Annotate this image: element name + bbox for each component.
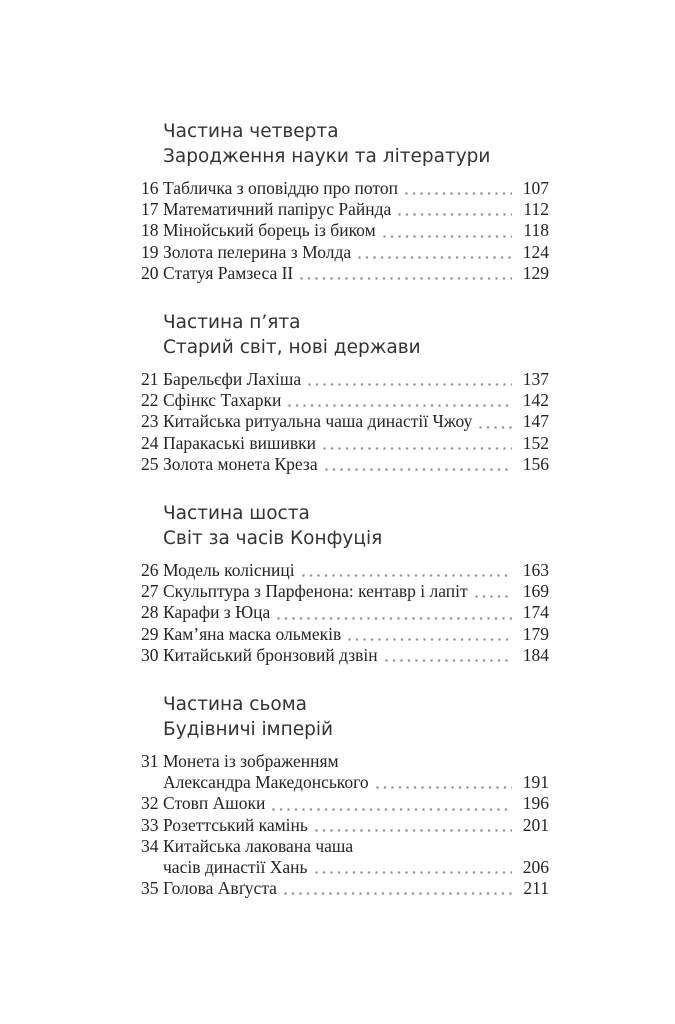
entry-line [163, 581, 549, 602]
entry-line [163, 624, 549, 645]
toc-entry [141, 220, 549, 241]
table-of-contents [141, 119, 549, 899]
part-subtitle: Будівничі імперій [163, 719, 334, 741]
entry-line [163, 369, 549, 390]
part-title: Частина п’ята [163, 312, 301, 334]
entry-page-number: 112 [523, 199, 549, 220]
toc-entry [141, 560, 549, 581]
entry-page-number: 169 [522, 581, 549, 602]
entry-body [163, 624, 549, 645]
toc-entry [141, 199, 549, 220]
entry-body [163, 878, 549, 899]
toc-entries [141, 369, 549, 475]
entry-line [163, 178, 549, 199]
entry-title: Паракаські вишивки [163, 432, 317, 453]
entry-number: 32 [141, 793, 159, 814]
entry-title: часів династії Хань [163, 857, 308, 878]
dot-leader [323, 447, 512, 450]
entry-line [163, 220, 549, 241]
toc-entries [141, 751, 549, 899]
entry-title: Скульптура з Парфенона: кентавр і лапіт [163, 581, 468, 602]
entry-number: 16 [141, 178, 159, 198]
toc-section [141, 310, 549, 475]
entry-number: 18 [141, 220, 159, 241]
entry-number: 21 [141, 369, 159, 390]
entry-page-number: 174 [522, 602, 549, 623]
toc-entry [141, 581, 549, 602]
entry-page-number: 156 [522, 453, 549, 474]
entry-line [163, 836, 549, 857]
entry-title: Китайська лакована чаша [163, 835, 354, 856]
entry-line [163, 454, 549, 475]
toc-entry [141, 815, 549, 836]
entry-title: Розеттський камінь [163, 814, 308, 835]
entry-number: 28 [141, 602, 159, 623]
section-heading [163, 310, 549, 360]
entry-line [163, 263, 549, 284]
entry-page-number: 211 [523, 878, 549, 899]
entry-number: 23 [141, 411, 159, 432]
entry-line [163, 602, 549, 623]
toc-entry [141, 433, 549, 454]
dot-leader [479, 426, 512, 429]
entry-title: Александра Македонського [163, 772, 369, 793]
entry-body [163, 815, 549, 836]
dot-leader [308, 383, 512, 386]
part-subtitle: Зародження науки та літератури [163, 146, 491, 167]
dot-leader [272, 808, 512, 811]
entry-line [163, 645, 549, 666]
dot-leader [288, 404, 512, 407]
dot-leader [300, 277, 512, 280]
section-heading [163, 119, 549, 169]
entry-page-number: 201 [522, 814, 549, 835]
entry-number: 27 [141, 581, 159, 602]
entry-line [163, 815, 549, 836]
part-title: Частина четверта [163, 121, 339, 142]
entry-line [163, 793, 549, 814]
dot-leader [385, 659, 512, 662]
dot-leader [376, 786, 512, 789]
entry-body [163, 645, 549, 666]
entry-title: Золота монета Креза [163, 453, 318, 474]
section-heading [163, 692, 549, 742]
entry-number: 19 [141, 241, 159, 262]
entry-body [163, 263, 549, 284]
entry-page-number: 179 [522, 623, 549, 644]
entry-line [163, 751, 549, 772]
entry-title: Китайська ритуальна чаша династії Чжоу [163, 411, 473, 432]
dot-leader [405, 192, 512, 195]
entry-body [163, 369, 549, 390]
entry-body [163, 560, 549, 581]
entry-number: 31 [141, 751, 159, 772]
toc-section [141, 692, 549, 899]
entry-body [163, 433, 549, 454]
entry-title: Китайський бронзовий дзвін [163, 644, 378, 665]
dot-leader [475, 595, 512, 598]
entry-body [163, 178, 549, 199]
entry-line [163, 857, 549, 878]
toc-entry [141, 369, 549, 390]
toc-entry [141, 624, 549, 645]
toc-entry [141, 178, 549, 199]
dot-leader [358, 256, 512, 259]
toc-entry [141, 242, 549, 263]
entry-body [163, 220, 549, 241]
entry-page-number: 206 [522, 857, 549, 878]
entry-body [163, 454, 549, 475]
entry-number: 33 [141, 814, 159, 835]
entry-title: Стовп Ашоки [163, 793, 266, 814]
entry-page-number: 142 [522, 390, 549, 411]
entry-page-number: 107 [522, 178, 549, 198]
entry-title: Математичний папірус Райнда [163, 199, 392, 220]
part-title: Частина шоста [163, 503, 310, 525]
entry-page-number: 191 [522, 772, 549, 793]
toc-entries [141, 560, 549, 666]
entry-title: Статуя Рамзеса II [163, 262, 294, 283]
entry-line [163, 433, 549, 454]
entry-body [163, 751, 549, 793]
entry-line [163, 242, 549, 263]
entry-title: Модель колісниці [163, 560, 295, 581]
entry-title: Кам’яна маска ольмеків [163, 623, 342, 644]
entry-title: Сфінкс Тахарки [163, 390, 282, 411]
entry-page-number: 129 [522, 262, 549, 283]
toc-entry [141, 263, 549, 284]
toc-entry [141, 645, 549, 666]
entry-title: Табличка з оповіддю про потоп [163, 178, 398, 198]
entry-number: 29 [141, 623, 159, 644]
entry-number: 26 [141, 560, 159, 581]
toc-section [141, 119, 549, 284]
entry-title: Золота пелерина з Молда [163, 241, 352, 262]
part-subtitle: Старий світ, нові держави [163, 337, 421, 359]
entry-line [163, 560, 549, 581]
toc-entry [141, 793, 549, 814]
entry-title: Голова Авґуста [163, 878, 277, 899]
entry-line [163, 411, 549, 432]
toc-entry [141, 411, 549, 432]
dot-leader [383, 235, 512, 238]
toc-section [141, 501, 549, 666]
entry-title: Монета із зображенням [163, 751, 339, 772]
entry-body [163, 390, 549, 411]
entry-body [163, 411, 549, 432]
dot-leader [277, 617, 512, 620]
entry-number: 34 [141, 835, 159, 856]
part-title: Частина сьома [163, 694, 307, 716]
entry-page-number: 184 [522, 644, 549, 665]
entry-line [163, 390, 549, 411]
entry-number: 24 [141, 432, 159, 453]
entry-line [163, 878, 549, 899]
entry-page-number: 118 [523, 220, 549, 241]
entry-page-number: 196 [522, 793, 549, 814]
entry-title: Мінойський борець із биком [163, 220, 376, 241]
entry-page-number: 137 [522, 369, 549, 390]
dot-leader [398, 213, 512, 216]
entry-body [163, 836, 549, 878]
entry-body [163, 242, 549, 263]
entry-body [163, 793, 549, 814]
toc-entry [141, 454, 549, 475]
dot-leader [325, 468, 512, 471]
entry-number: 20 [141, 262, 159, 283]
entry-body [163, 581, 549, 602]
toc-entry [141, 836, 549, 878]
entry-number: 35 [141, 878, 159, 899]
toc-entry [141, 878, 549, 899]
entry-page-number: 152 [522, 432, 549, 453]
dot-leader [348, 638, 512, 641]
entry-page-number: 147 [522, 411, 549, 432]
entry-number: 17 [141, 199, 159, 220]
entry-line [163, 199, 549, 220]
entry-number: 25 [141, 453, 159, 474]
entry-page-number: 163 [522, 560, 549, 581]
toc-entry [141, 390, 549, 411]
dot-leader [284, 892, 512, 895]
dot-leader [315, 829, 512, 832]
entry-line [163, 772, 549, 793]
entry-number: 22 [141, 390, 159, 411]
toc-entries [141, 178, 549, 284]
entry-number: 30 [141, 644, 159, 665]
section-heading [163, 501, 549, 551]
toc-entry [141, 751, 549, 793]
part-subtitle: Світ за часів Конфуція [163, 528, 383, 550]
dot-leader [302, 574, 512, 577]
toc-entry [141, 602, 549, 623]
dot-leader [315, 871, 512, 874]
entry-body [163, 199, 549, 220]
entry-title: Барельєфи Лахіша [163, 369, 302, 390]
entry-body [163, 602, 549, 623]
entry-title: Карафи з Юца [163, 602, 271, 623]
entry-page-number: 124 [522, 241, 549, 262]
